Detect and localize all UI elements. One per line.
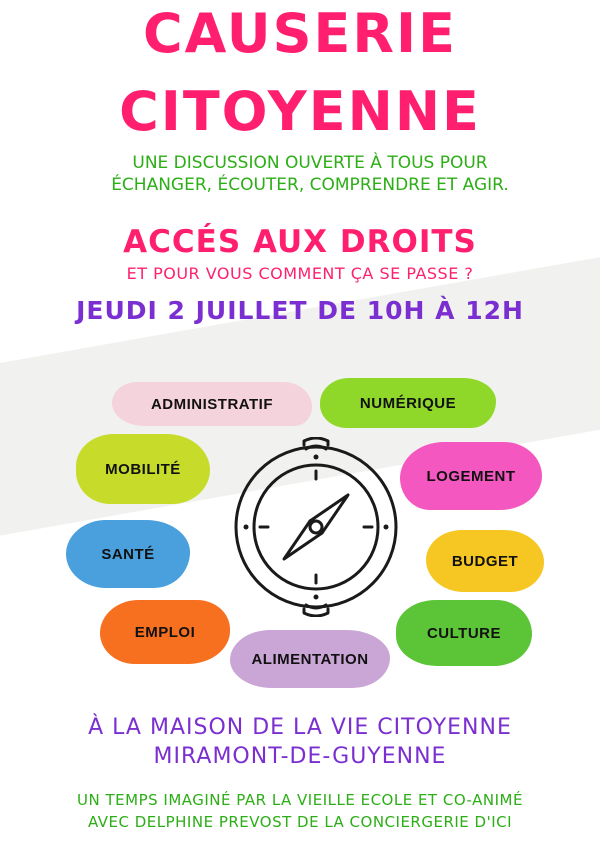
topic-heading: ACCÉS AUX DROITS [123,224,477,260]
theme-label: MOBILITÉ [105,460,181,478]
theme-budget [426,530,544,592]
compass-icon [226,437,406,617]
theme-alimentation [230,630,390,688]
topic-subheading: ET POUR VOUS COMMENT ÇA SE PASSE ? [126,264,474,283]
title-line-2: CITOYENNE [119,80,481,143]
theme-label: LOGEMENT [426,467,516,485]
theme-label: BUDGET [451,552,519,570]
theme-administratif [112,382,312,426]
theme-sante [66,520,190,588]
credit-line-2: AVEC DELPHINE PREVOST DE LA CONCIERGERIE D'ICI [87,813,513,831]
event-date: JEUDI 2 JUILLET DE 10H À 12H [76,296,524,325]
theme-logement [400,442,542,510]
theme-label: ADMINISTRATIF [150,395,274,413]
theme-label: SANTÉ [101,545,155,563]
theme-mobilite [76,434,210,504]
theme-culture [396,600,532,666]
subtitle-line-1: UNE DISCUSSION OUVERTE À TOUS POUR [132,153,488,173]
theme-numerique [320,378,496,428]
subtitle-line-2: ÉCHANGER, ÉCOUTER, COMPRENDRE ET AGIR. [111,175,509,195]
theme-emploi [100,600,230,664]
location-line-1: À LA MAISON DE LA VIE CITOYENNE [88,715,512,740]
theme-label: CULTURE [426,624,502,642]
location-line-2: MIRAMONT-DE-GUYENNE [153,744,447,769]
title-line-1: CAUSERIE [143,2,457,65]
credit-line-1: UN TEMPS IMAGINÉ PAR LA VIEILLE ECOLE ET CO-ANIMÉ [77,791,523,809]
theme-label: NUMÉRIQUE [359,394,457,412]
theme-label: ALIMENTATION [251,650,369,668]
theme-label: EMPLOI [134,623,196,641]
